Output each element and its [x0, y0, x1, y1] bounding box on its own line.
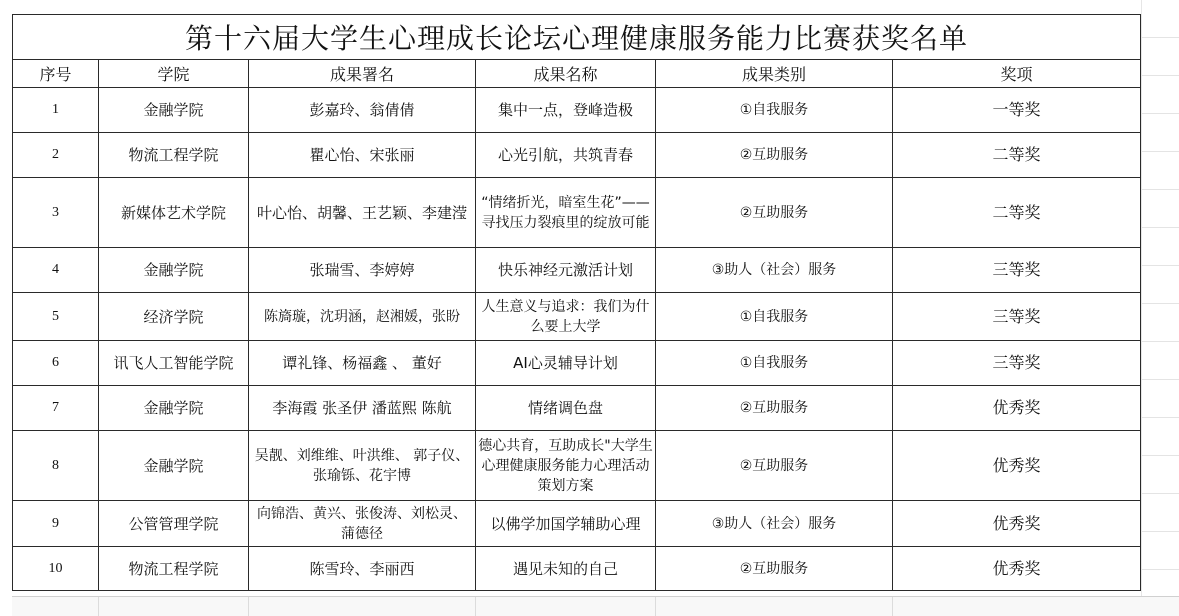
grid-line	[475, 597, 476, 616]
cell-category: ②互助服务	[656, 386, 893, 431]
cell-college: 新媒体艺术学院	[99, 178, 249, 248]
cell-work-name: 集中一点，登峰造极	[476, 88, 656, 133]
cell-award: 三等奖	[893, 341, 1141, 386]
cell-category: ③助人（社会）服务	[656, 248, 893, 293]
cell-award: 优秀奖	[893, 547, 1141, 591]
cell-authors: 谭礼锋、杨福鑫 、 董好	[249, 341, 476, 386]
cell-award: 优秀奖	[893, 431, 1141, 501]
cell-college: 金融学院	[99, 386, 249, 431]
cell-authors: 吴靓、刘维维、叶洪维、 郭子仪、张瑜铄、花宇博	[249, 431, 476, 501]
header-work-name: 成果名称	[476, 60, 656, 88]
cell-index: 8	[13, 431, 99, 501]
cell-award: 三等奖	[893, 293, 1141, 341]
cell-work-name: 遇见未知的自己	[476, 547, 656, 591]
grid-line	[892, 597, 893, 616]
cell-work-name: 快乐神经元激活计划	[476, 248, 656, 293]
cell-college: 公管管理学院	[99, 501, 249, 547]
cell-award: 二等奖	[893, 178, 1141, 248]
grid-line	[248, 597, 249, 616]
cell-award: 三等奖	[893, 248, 1141, 293]
table-title: 第十六届大学生心理成长论坛心理健康服务能力比赛获奖名单	[13, 15, 1141, 60]
cell-work-name: 情绪调色盘	[476, 386, 656, 431]
table-row	[13, 178, 1141, 248]
cell-work-name: 以佛学加国学辅助心理	[476, 501, 656, 547]
grid-line	[98, 597, 99, 616]
cell-award: 二等奖	[893, 133, 1141, 178]
cell-category: ①自我服务	[656, 293, 893, 341]
header-award: 奖项	[893, 60, 1141, 88]
header-category: 成果类别	[656, 60, 893, 88]
cell-category: ②互助服务	[656, 547, 893, 591]
cell-category: ①自我服务	[656, 88, 893, 133]
table-row	[13, 431, 1141, 501]
cell-index: 7	[13, 386, 99, 431]
table-row	[13, 293, 1141, 341]
grid-line	[655, 597, 656, 616]
table-row	[13, 386, 1141, 431]
cell-index: 6	[13, 341, 99, 386]
cell-authors: 彭嘉玲、翁倩倩	[249, 88, 476, 133]
table-row	[13, 547, 1141, 591]
cell-authors: 叶心怡、胡馨、王艺颖、李建滢	[249, 178, 476, 248]
cell-category: ③助人（社会）服务	[656, 501, 893, 547]
cell-award: 优秀奖	[893, 501, 1141, 547]
cell-category: ②互助服务	[656, 133, 893, 178]
cell-authors: 李海霞 张圣伊 潘蓝熙 陈航	[249, 386, 476, 431]
cell-authors: 陈旖璇，沈玥涵，赵湘媛，张盼	[249, 293, 476, 341]
table-row	[13, 133, 1141, 178]
cell-authors: 张瑞雪、李婷婷	[249, 248, 476, 293]
cell-index: 9	[13, 501, 99, 547]
cell-category: ②互助服务	[656, 178, 893, 248]
cell-authors: 向锦浩、黄兴、张俊涛、刘松灵、蒲德径	[249, 501, 476, 547]
table-row	[13, 501, 1141, 547]
cell-authors: 瞿心怡、宋张丽	[249, 133, 476, 178]
cell-work-name: AI心灵辅导计划	[476, 341, 656, 386]
cell-college: 物流工程学院	[99, 133, 249, 178]
cell-work-name: “情绪折光，暗室生花”——寻找压力裂痕里的绽放可能	[476, 178, 656, 248]
cell-college: 金融学院	[99, 248, 249, 293]
cell-authors: 陈雪玲、李丽西	[249, 547, 476, 591]
cell-college: 物流工程学院	[99, 547, 249, 591]
header-index: 序号	[13, 60, 99, 88]
cell-index: 2	[13, 133, 99, 178]
cell-college: 讯飞人工智能学院	[99, 341, 249, 386]
cell-index: 5	[13, 293, 99, 341]
cell-work-name: 心光引航，共筑青春	[476, 133, 656, 178]
header-authors: 成果署名	[249, 60, 476, 88]
sheet-gridlines-bottom	[12, 596, 1179, 616]
cell-index: 10	[13, 547, 99, 591]
awards-table	[12, 14, 1141, 591]
table-row	[13, 341, 1141, 386]
cell-index: 1	[13, 88, 99, 133]
cell-college: 金融学院	[99, 431, 249, 501]
cell-college: 金融学院	[99, 88, 249, 133]
table-row	[13, 248, 1141, 293]
cell-college: 经济学院	[99, 293, 249, 341]
cell-award: 优秀奖	[893, 386, 1141, 431]
cell-category: ①自我服务	[656, 341, 893, 386]
cell-index: 3	[13, 178, 99, 248]
cell-award: 一等奖	[893, 88, 1141, 133]
header-college: 学院	[99, 60, 249, 88]
cell-index: 4	[13, 248, 99, 293]
cell-category: ②互助服务	[656, 431, 893, 501]
sheet-gridlines-right	[1141, 0, 1179, 615]
table-row	[13, 88, 1141, 133]
cell-work-name: 德心共育，互助成长"大学生心理健康服务能力心理活动策划方案	[476, 431, 656, 501]
cell-work-name: 人生意义与追求：我们为什么要上大学	[476, 293, 656, 341]
